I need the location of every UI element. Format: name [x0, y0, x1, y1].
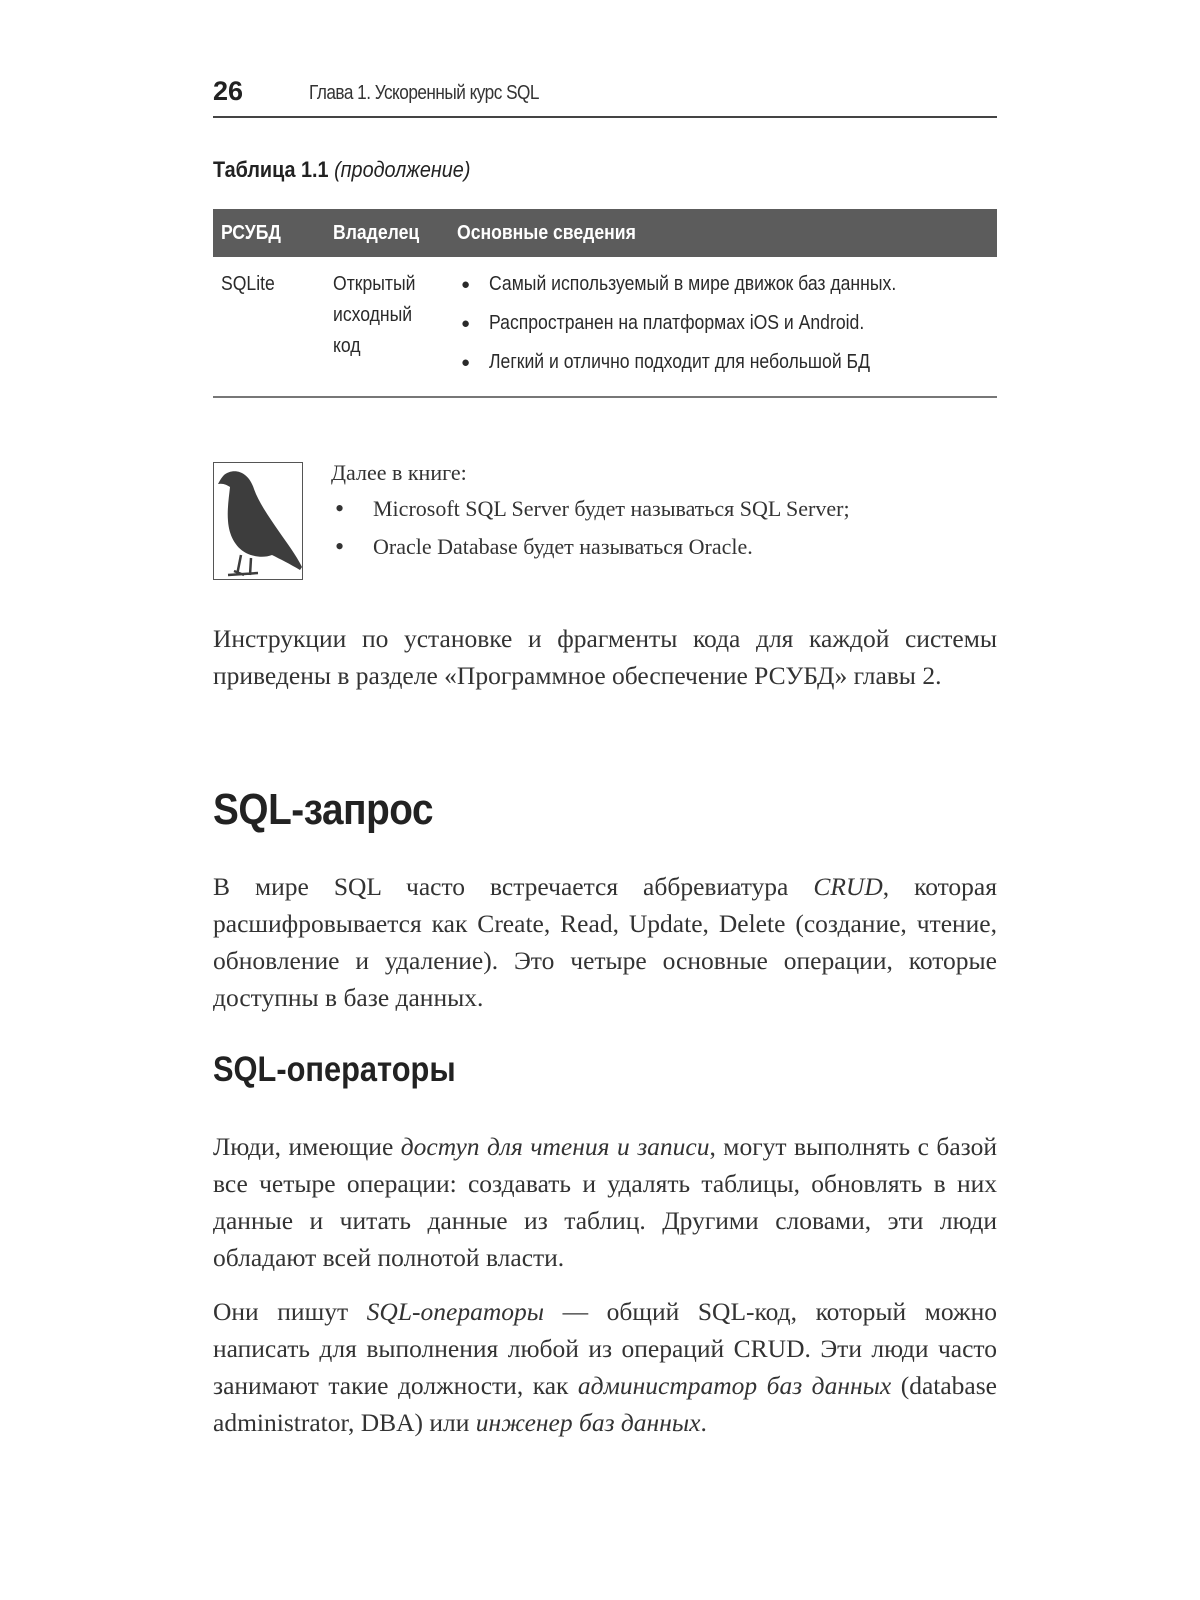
chapter-title: Глава 1. Ускоренный курс SQL: [309, 82, 539, 104]
feature-item: ● Распространен на платформах iOS и Android.: [457, 308, 989, 339]
rdbms-table: [213, 209, 997, 398]
paragraph-read-write: [213, 1128, 997, 1276]
table-caption-label: Таблица 1.1: [213, 157, 329, 182]
feature-item: ● Легкий и отлично подходит для небольшой БД: [457, 347, 989, 378]
note-list: [331, 496, 991, 560]
bird-icon: [213, 462, 303, 580]
column-header-details: Основные сведения: [449, 209, 997, 257]
term-read-write-access: доступ для чтения и записи: [400, 1132, 710, 1161]
section-title-statements: SQL-операторы: [213, 1050, 456, 1089]
cell-features: [449, 257, 997, 397]
section-title-query: SQL-запрос: [213, 785, 434, 834]
cell-owner: Открытый исходный код: [325, 257, 449, 397]
column-header-rdbms: РСУБД: [213, 209, 325, 257]
table-header-row: [213, 209, 997, 257]
term-dba: администратор баз данных: [577, 1371, 892, 1400]
page-number: 26: [213, 76, 244, 106]
feature-item: ● Самый используемый в мире движок баз данных.: [457, 269, 989, 300]
table-caption: [213, 157, 919, 183]
read-write-text: Люди, имеющие доступ для чтения и записи, могут выполнять с базой все четыре операции: создавать и удалять таблицы, обновлять в них данные и читать данные из таблиц. Другими словами, эти люди обладают всей полнотой власти.: [213, 1132, 997, 1272]
feature-list: [457, 269, 989, 378]
paragraph-statements: [213, 1293, 997, 1441]
note-item: • Microsoft SQL Server будет называться SQL Server;: [331, 496, 991, 522]
install-text: Инструкции по установке и фрагменты кода для каждой системы приведены в разделе «Программное обеспечение РСУБД» главы 2.: [213, 624, 997, 690]
statements-text: Они пишут SQL-операторы — общий SQL-код, который можно написать для выполнения любой из операций CRUD. Эти люди часто занимают такие должности, как администратор баз данных (database administrator, DBA) или инженер баз данных.: [213, 1297, 997, 1437]
table-caption-note: (продолжение): [334, 157, 471, 182]
paragraph-install: [213, 620, 997, 694]
note-lead: Далее в книге:: [331, 460, 467, 485]
crud-text: В мире SQL часто встречается аббревиатура CRUD, которая расшифровывается как Create, Read, Update, Delete (создание, чтение, обновление и удаление). Это четыре основные операции, которые доступны в базе данных.: [213, 872, 997, 1012]
term-db-engineer: инженер баз данных: [475, 1408, 701, 1437]
paragraph-crud: [213, 868, 997, 1016]
cell-rdbms: SQLite: [213, 257, 325, 397]
note-item: • Oracle Database будет называться Oracle.: [331, 534, 991, 560]
note-text: [331, 460, 991, 572]
term-crud: CRUD: [813, 872, 883, 901]
column-header-owner: Владелец: [325, 209, 449, 257]
table-row: [213, 257, 997, 397]
running-header: [213, 70, 997, 118]
note-block: [213, 460, 997, 580]
term-sql-statements: SQL-операторы: [366, 1297, 545, 1326]
